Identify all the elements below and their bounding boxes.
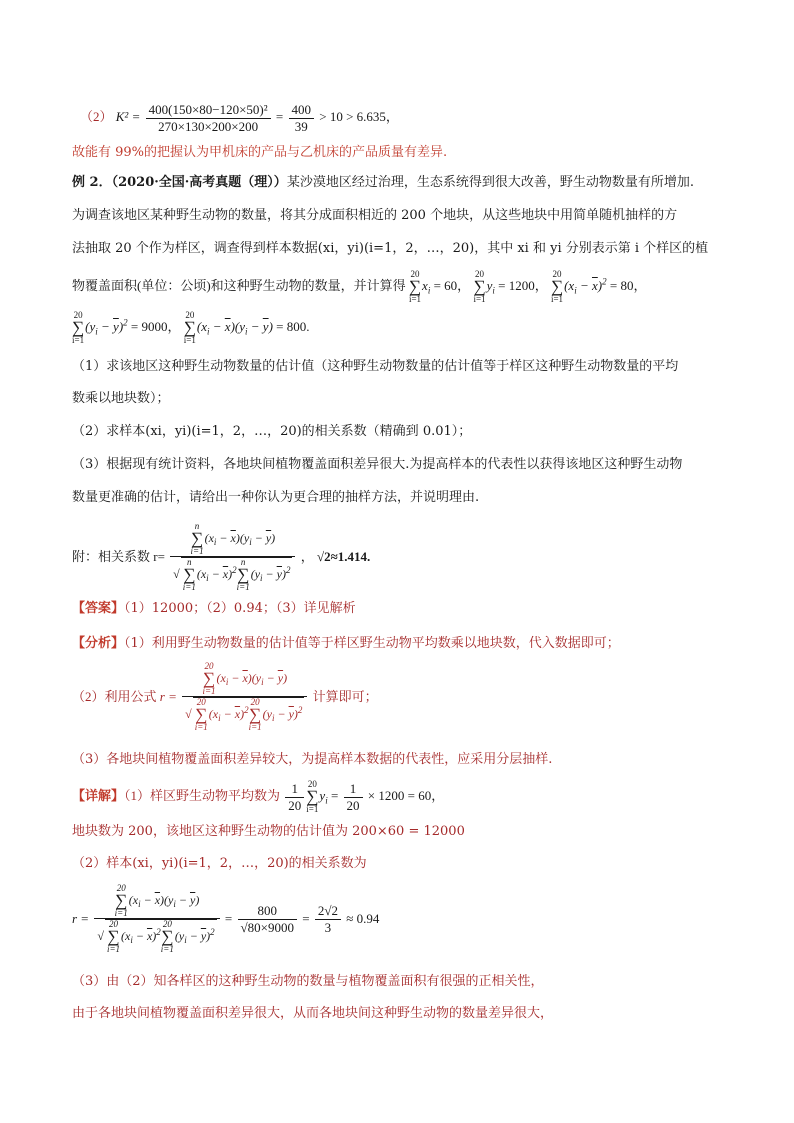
k2-comparison: > 10 > 6.635， — [319, 109, 399, 124]
analysis-formula-fraction — [182, 662, 307, 732]
k2-denominator-2: 39 — [294, 118, 308, 134]
sum-symbol: 20 ∑ i=1 — [183, 310, 196, 346]
question-2: （2）求样本(xi，yi)(i=1，2，…，20)的相关系数（精确到 0.01）； — [72, 424, 472, 439]
detail-approx: ≈ 0.94 — [346, 911, 380, 926]
detail-line2: 地块数为 200，该地区这种野生动物的估计值为 200×60 = 12000 — [72, 824, 465, 839]
example2-line4: 物覆盖面积(单位：公顷)和这种野生动物的数量，并计算得 20 ∑ $i=1x_i = 60$， 20 ∑ $i=1y_i = 1200$， 20 ∑ $i=1(x_i - \overline{x})^2 = 80$， — [72, 269, 647, 305]
example-label: 例 2． — [72, 175, 112, 190]
sum-symbol: 20 ∑ i=1 — [550, 269, 564, 305]
k2-fraction — [146, 102, 271, 135]
question-3-line1: （3）根据现有统计资料，各地块间植物覆盖面积差异很大.为提高样本的代表性以获得该地区这种野生动物 — [72, 457, 683, 472]
sum-y-value: = 1200， — [498, 278, 548, 293]
detail-denominator-3: 3 — [324, 919, 332, 935]
detail-tag: 【详解】 — [72, 788, 125, 803]
question-1-line2: 数乘以地块数）； — [72, 391, 170, 406]
analysis-line1 — [72, 634, 620, 654]
mean-result: × 1200 = 60， — [367, 788, 445, 803]
k2-formula — [80, 100, 399, 135]
detail-text-1: （1）样区野生动物平均数为 — [124, 788, 281, 803]
detail-fraction-2 — [238, 903, 297, 936]
k2-lhs: K² = — [115, 109, 141, 124]
sum-xx-value: = 80， — [609, 278, 647, 293]
k2-denominator: 270×130×200×200 — [158, 118, 259, 134]
part-label: （2） — [80, 109, 113, 124]
correlation-denominator: √n ∑ $i=1(x_i - \overline{x})^2n$ ∑ $i=1(y_i - \overline{y})^2$ — [173, 557, 291, 592]
analysis-text-2a: （2）利用公式 — [72, 689, 157, 704]
detail-correlation-calc: r = 20 ∑ $i=1(x_i - \overline{x})(y_i - \overline{y})$ √20 ∑ $i=1(x_i - \overline{x})^220$ ∑ $i=1(y_i - \overline{y})^2$ = $\frac{800}{√80\times 9000}$ = $\frac{2√2}{3}$ ≈ 0.94 — [72, 883, 380, 954]
detail-numerator-1: 20 ∑ $i=1(x_i - \overline{x})(y_i - \overline{y})$ — [94, 884, 219, 919]
example2-line2: 为调查该地区某种野生动物的数量，将其分成面积相近的 200 个地块，从这些地块中用简单随机抽样的方 — [72, 208, 678, 223]
sum-yy-value: = 9000， — [130, 319, 181, 334]
correlation-fraction — [170, 522, 295, 592]
example2-line5: 20 ∑ $i=1(y_i - \overline{y})^2 = 9000$， 20 ∑ $i=1(x_i - \overline{x})(y_i - \overline{y}) = 800$. — [72, 310, 310, 346]
analysis-formula-denominator: √20 ∑ $i=1(x_i - \overline{x})^220$ ∑ $i=1(y_i - \overline{y})^2$ — [185, 697, 303, 732]
example-text-1: 某沙漠地区经过治理，生态系统得到很大改善，野生动物数量有所增加. — [286, 175, 694, 190]
correlation-numerator: n ∑ $i=1(x_i - \overline{x})(y_i - \overline{y})$ — [170, 522, 295, 557]
detail-numerator-2: 800 — [238, 903, 297, 920]
example-source: （2020·全国·高考真题（理）） — [111, 175, 287, 190]
equals-sign: = — [275, 109, 284, 124]
sum-symbol: 20 ∑ i=1 — [473, 269, 486, 305]
detail-line5: 由于各地块间植物覆盖面积差异很大，从而各地块间这种野生动物的数量差异很大， — [72, 1006, 554, 1021]
detail-line3: （2）样本(xi，yi)(i=1，2，…，20)的相关系数为 — [72, 856, 367, 871]
answer-tag: 【答案】 — [72, 601, 125, 616]
question-3-line2: 数量更准确的估计，请给出一种你认为更合理的抽样方法，并说明理由. — [72, 490, 480, 505]
analysis-tag: 【分析】 — [72, 636, 125, 651]
analysis-line2: （2）利用公式 r = 20 ∑ $i=1(x_i - \overline{x})(y_i - \overline{y})$ √20 ∑ $i=1(x_i - \overline{x})^220$ ∑ $i=1(y_i - \overline{y})^2$ 计算即可； — [72, 661, 378, 732]
analysis-line3: （3）各地块间植物覆盖面积差异较大，为提高样本数据的代表性，应采用分层抽样. — [72, 752, 553, 767]
appendix-formula: 附：相关系数 r= n ∑ $i=1(x_i - \overline{x})(y_i - \overline{y})$ √n ∑ $i=1(x_i - \overline{x})^2n$ ∑ $i=1(y_i - \overline{y})^2$ ， √2≈1.414. — [72, 521, 371, 592]
detail-line1: 【详解】（1）样区野生动物平均数为 $\frac{1}{20}$ 20 ∑ $i=1y_i$ = $\frac{1}{20}$ × 1200 = 60， — [72, 779, 445, 815]
analysis-formula-numerator: 20 ∑ $i=1(x_i - \overline{x})(y_i - \overline{y})$ — [182, 662, 307, 697]
detail-fraction-1 — [94, 884, 219, 954]
k2-fraction-2 — [289, 102, 315, 135]
sum-symbol: 20 ∑ i=1 — [72, 310, 85, 346]
answer-text: （1）12000；（2）0.94；（3）详见解析 — [124, 601, 356, 616]
conclusion-text: 故能有 99%的把握认为甲机床的产品与乙机床的产品质量有差异. — [72, 145, 448, 160]
detail-fraction-3 — [315, 903, 341, 936]
k2-numerator: 400(150×80−120×50)² — [146, 102, 271, 119]
detail-line4: （3）由（2）知各样区的这种野生动物的数量与植物覆盖面积有很强的正相关性， — [72, 974, 544, 989]
sqrt2-value: √2≈1.414. — [317, 549, 371, 564]
detail-denominator-2: √80×9000 — [240, 919, 294, 935]
sum-symbol: 20 ∑ i=1 — [408, 269, 422, 305]
question-1-line1: （1）求该地区这种野生动物数量的估计值（这种野生动物数量的估计值等于样区这种野生动物数量的平均 — [72, 359, 679, 374]
sum-x-value: = 60， — [433, 278, 471, 293]
detail-denominator-1: √20 ∑ $i=1(x_i - \overline{x})^220$ ∑ $i=1(y_i - \overline{y})^2$ — [97, 919, 215, 954]
detail-numerator-3: 2√2 — [315, 903, 341, 920]
example2-line3: 法抽取 20 个作为样区，调查得到样本数据(xi，yi)(i=1，2，…，20)，其中 xi 和 yi 分别表示第 i 个样区的植 — [72, 241, 709, 256]
sum-xy-value: = 800. — [276, 319, 310, 334]
mean-fraction: $\frac{1}{20}$ — [285, 781, 304, 814]
mean-fraction-2: $\frac{1}{20}$ — [344, 781, 363, 814]
example-text-4: 物覆盖面积(单位：公顷)和这种野生动物的数量，并计算得 — [72, 278, 406, 293]
k2-numerator-2: 400 — [289, 102, 315, 119]
answer-line — [72, 599, 356, 619]
analysis-text-1: （1）利用野生动物数量的估计值等于样区野生动物平均数乘以地块数，代入数据即可； — [124, 636, 620, 651]
appendix-label: 附：相关系数 r= — [72, 549, 165, 564]
analysis-text-2b: 计算即可； — [312, 689, 378, 704]
example2-line1 — [72, 173, 694, 193]
